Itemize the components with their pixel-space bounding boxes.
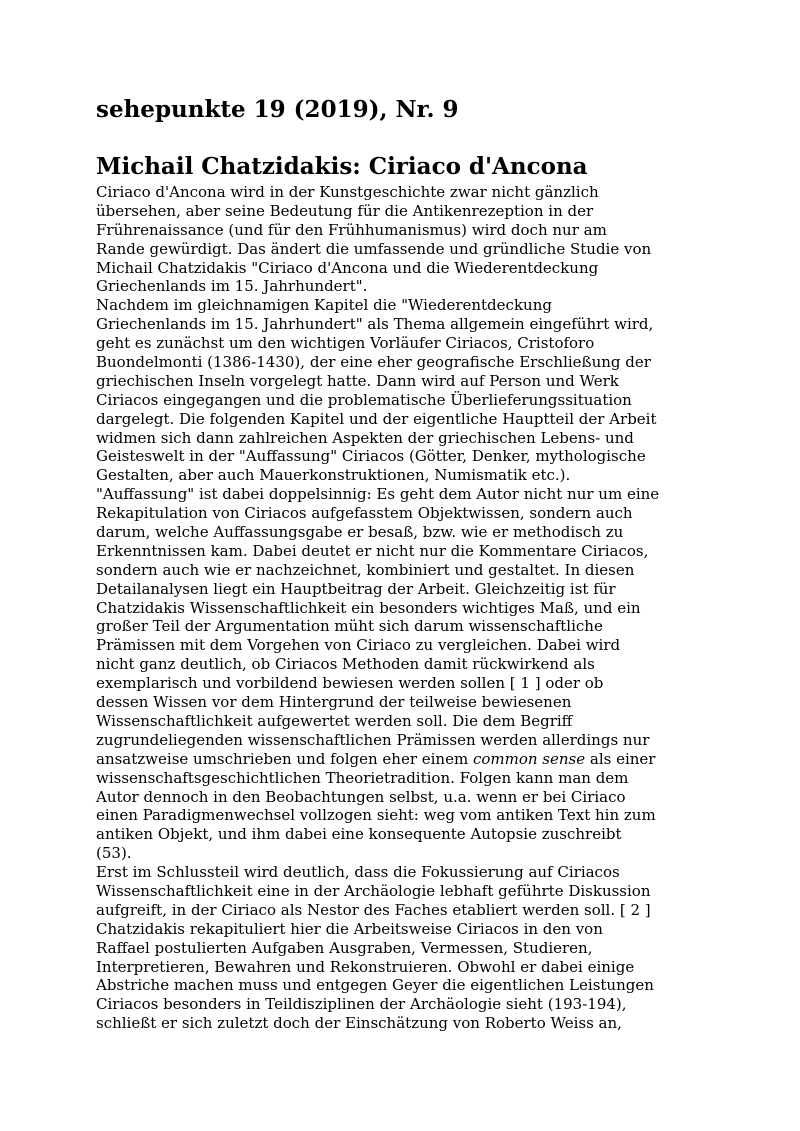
text-line: Ciriacos eingegangen und die problematische Überlieferungssituation [96, 390, 632, 409]
text-line: zugrundeliegenden wissenschaftlichen Prämissen werden allerdings nur [96, 730, 650, 749]
text-line: griechischen Inseln vorgelegt hatte. Dann wird auf Person und Werk [96, 371, 619, 390]
article-body [96, 183, 736, 1033]
text-line: Frührenaissance (und für den Frühhumanismus) wird doch nur am [96, 220, 607, 239]
text-line: sondern auch wie er nachzeichnet, kombiniert und gestaltet. In diesen [96, 560, 635, 579]
text-line: Buondelmonti (1386-1430), der eine eher geografische Erschließung der [96, 353, 651, 372]
text-line: einen Paradigmenwechsel vollzogen sieht: weg vom antiken Text hin zum [96, 806, 656, 825]
text-line: Ciriaco d'Ancona wird in der Kunstgeschichte zwar nicht gänzlich [96, 183, 599, 201]
text-line: Nachdem im gleichnamigen Kapitel die "Wiederentdeckung [96, 296, 552, 315]
text-line: "Auffassung" ist dabei doppelsinnig: Es geht dem Autor nicht nur um eine [96, 485, 660, 504]
text-line: Griechenlands im 15. Jahrhundert" als Thema allgemein eingeführt wird, [96, 315, 654, 334]
text-line: Rande gewürdigt. Das ändert die umfassende und gründliche Studie von [96, 239, 652, 258]
text-line: Erkenntnissen kam. Dabei deutet er nicht nur die Kommentare Ciriacos, [96, 541, 649, 560]
text-line: Raffael postulierten Aufgaben Ausgraben, Vermessen, Studieren, [96, 938, 593, 957]
text-line: (53). [96, 844, 132, 863]
text-segment: ansatzweise umschrieben und folgen eher einem [96, 749, 473, 768]
text-line: Autor dennoch in den Beobachtungen selbst, u.a. wenn er bei Ciriaco [96, 787, 626, 806]
article-title: Michail Chatzidakis: Ciriaco d'Ancona [96, 153, 588, 180]
text-line: Interpretieren, Bewahren und Rekonstruieren. Obwohl er dabei einige [96, 957, 635, 976]
text-line: Wissenschaftlichkeit eine in der Archäologie lebhaft geführte Diskussion [96, 881, 651, 900]
text-line: Abstriche machen muss und entgegen Geyer die eigentlichen Leistungen [96, 976, 654, 995]
text-line: dessen Wissen vor dem Hintergrund der teilweise bewiesenen [96, 693, 572, 712]
text-line: Geisteswelt in der "Auffassung" Ciriacos (Götter, Denker, mythologische [96, 447, 646, 466]
text-line: aufgreift, in der Ciriaco als Nestor des Faches etabliert werden soll. [ 2 ] [96, 900, 651, 919]
emphasized-term: common sense [472, 749, 586, 768]
text-line: Erst im Schlussteil wird deutlich, dass die Fokussierung auf Ciriacos [96, 863, 620, 882]
text-line-with-emphasis [96, 750, 736, 769]
text-line: Prämissen mit dem Vorgehen von Ciriaco zu vergleichen. Dabei wird [96, 636, 621, 655]
text-line: Chatzidakis Wissenschaftlichkeit ein besonders wichtiges Maß, und ein [96, 598, 641, 617]
text-line: darum, welche Auffassungsgabe er besaß, bzw. wie er methodisch zu [96, 523, 624, 542]
text-line: exemplarisch und vorbildend bewiesen werden sollen [ 1 ] oder ob [96, 674, 604, 693]
issue-heading: sehepunkte 19 (2019), Nr. 9 [96, 96, 459, 123]
text-line: widmen sich dann zahlreichen Aspekten der griechischen Lebens- und [96, 428, 634, 447]
text-line: dargelegt. Die folgenden Kapitel und der eigentliche Hauptteil der Arbeit [96, 409, 657, 428]
text-line: übersehen, aber seine Bedeutung für die Antikenrezeption in der [96, 201, 594, 220]
text-line: Griechenlands im 15. Jahrhundert". [96, 277, 368, 296]
text-line: Chatzidakis rekapituliert hier die Arbeitsweise Ciriacos in den von [96, 919, 603, 938]
text-line: Detailanalysen liegt ein Hauptbeitrag der Arbeit. Gleichzeitig ist für [96, 579, 616, 598]
text-line: Ciriacos besonders in Teildisziplinen der Archäologie sieht (193-194), [96, 995, 627, 1014]
text-line: antiken Objekt, und ihm dabei eine konsequente Autopsie zuschreibt [96, 825, 622, 844]
text-line: Michail Chatzidakis "Ciriaco d'Ancona und die Wiederentdeckung [96, 258, 599, 277]
text-segment: als einer [585, 749, 656, 768]
text-line: großer Teil der Argumentation müht sich darum wissenschaftliche [96, 617, 603, 636]
text-line: Gestalten, aber auch Mauerkonstruktionen, Numismatik etc.). [96, 466, 571, 485]
text-line: geht es zunächst um den wichtigen Vorläufer Ciriacos, Cristoforo [96, 334, 595, 353]
text-line: Rekapitulation von Ciriacos aufgefasstem Objektwissen, sondern auch [96, 504, 633, 523]
text-line: Wissenschaftlichkeit aufgewertet werden soll. Die dem Begriff [96, 711, 573, 730]
text-line: schließt er sich zuletzt doch der Einschätzung von Roberto Weiss an, [96, 1014, 622, 1033]
text-line: wissenschaftsgeschichtlichen Theorietradition. Folgen kann man dem [96, 768, 629, 787]
text-line: nicht ganz deutlich, ob Ciriacos Methoden damit rückwirkend als [96, 655, 595, 674]
